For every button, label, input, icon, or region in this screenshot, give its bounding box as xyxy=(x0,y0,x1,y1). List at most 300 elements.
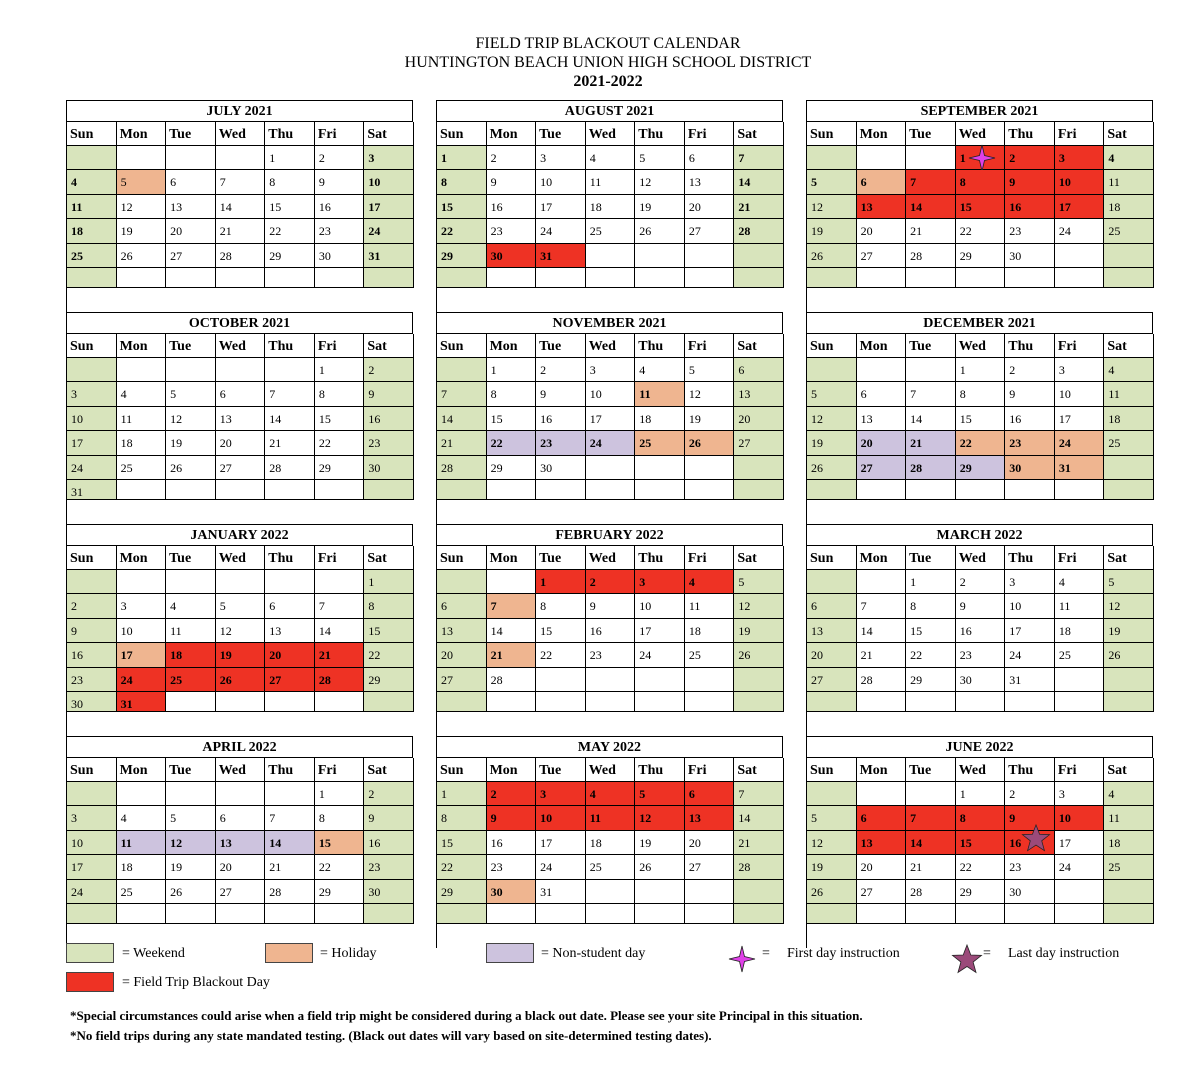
day-cell: 22 xyxy=(956,431,1006,455)
month-6 xyxy=(66,524,413,736)
day-cell: 13 xyxy=(857,195,907,219)
empty-day-cell xyxy=(1055,268,1105,288)
empty-day-cell xyxy=(1055,668,1105,692)
empty-day-cell xyxy=(67,570,117,594)
day-cell: 30 xyxy=(364,456,414,480)
day-cell: 12 xyxy=(166,407,216,431)
weekday-header: Fri xyxy=(315,758,365,782)
month-title: JULY 2021 xyxy=(67,101,413,122)
day-cell: 17 xyxy=(1055,407,1105,431)
day-cell: 2 xyxy=(315,146,365,170)
day-cell: 26 xyxy=(166,456,216,480)
weekday-header: Sun xyxy=(437,758,487,782)
day-cell: 24 xyxy=(117,668,167,692)
day-cell: 3 xyxy=(1055,358,1105,382)
day-cell: 6 xyxy=(685,782,735,806)
day-cell: 22 xyxy=(364,643,414,667)
empty-day-cell xyxy=(1055,244,1105,268)
day-cell: 6 xyxy=(265,594,315,618)
weekday-header: Fri xyxy=(685,334,735,358)
day-cell: 15 xyxy=(437,195,487,219)
empty-day-cell xyxy=(117,146,167,170)
empty-day-cell xyxy=(586,692,636,712)
empty-day-cell xyxy=(807,480,857,500)
empty-day-cell xyxy=(536,692,586,712)
first-day-star-icon xyxy=(728,945,756,973)
day-cell: 18 xyxy=(1104,831,1154,855)
day-cell: 29 xyxy=(265,244,315,268)
day-cell: 29 xyxy=(956,880,1006,904)
day-cell: 10 xyxy=(635,594,685,618)
empty-day-cell xyxy=(67,904,117,924)
empty-day-cell xyxy=(857,480,907,500)
day-cell: 4 xyxy=(586,782,636,806)
day-cell: 30 xyxy=(1005,880,1055,904)
empty-day-cell xyxy=(857,782,907,806)
day-cell: 31 xyxy=(364,244,414,268)
empty-day-cell xyxy=(315,268,365,288)
legend-first-eq: = xyxy=(762,946,770,961)
empty-day-cell xyxy=(536,904,586,924)
day-cell: 7 xyxy=(216,170,266,194)
day-cell: 26 xyxy=(216,668,266,692)
weekday-header: Sun xyxy=(807,546,857,570)
day-cell: 11 xyxy=(1055,594,1105,618)
day-cell: 29 xyxy=(437,880,487,904)
day-cell: 12 xyxy=(807,831,857,855)
empty-day-cell xyxy=(437,268,487,288)
day-cell: 27 xyxy=(857,456,907,480)
day-cell: 26 xyxy=(685,431,735,455)
day-cell: 15 xyxy=(956,195,1006,219)
day-cell: 7 xyxy=(487,594,537,618)
empty-day-cell xyxy=(1104,880,1154,904)
empty-day-cell xyxy=(857,268,907,288)
weekday-header: Sun xyxy=(437,334,487,358)
day-cell: 30 xyxy=(1005,456,1055,480)
empty-day-cell xyxy=(487,904,537,924)
day-cell: 14 xyxy=(265,407,315,431)
day-cell: 6 xyxy=(166,170,216,194)
empty-day-cell xyxy=(364,480,414,500)
day-cell: 23 xyxy=(67,668,117,692)
day-cell: 24 xyxy=(67,880,117,904)
weekday-header: Sun xyxy=(437,546,487,570)
day-cell: 20 xyxy=(437,643,487,667)
weekday-header: Thu xyxy=(635,334,685,358)
day-cell: 4 xyxy=(117,382,167,406)
day-cell: 21 xyxy=(315,643,365,667)
empty-day-cell xyxy=(265,782,315,806)
legend-last-eq: = xyxy=(983,946,991,961)
day-cell: 8 xyxy=(315,806,365,830)
day-cell: 29 xyxy=(315,456,365,480)
day-cell: 17 xyxy=(67,431,117,455)
day-cell: 16 xyxy=(364,407,414,431)
day-cell: 14 xyxy=(857,619,907,643)
day-cell: 5 xyxy=(807,170,857,194)
day-cell: 18 xyxy=(635,407,685,431)
empty-day-cell xyxy=(685,268,735,288)
day-cell: 28 xyxy=(315,668,365,692)
weekday-header: Tue xyxy=(166,122,216,146)
day-cell: 10 xyxy=(364,170,414,194)
day-cell: 18 xyxy=(586,195,636,219)
day-cell: 1 xyxy=(265,146,315,170)
day-cell: 16 xyxy=(487,195,537,219)
day-cell: 7 xyxy=(734,146,784,170)
day-cell: 27 xyxy=(216,880,266,904)
day-cell: 9 xyxy=(487,170,537,194)
empty-day-cell xyxy=(906,904,956,924)
empty-day-cell xyxy=(216,268,266,288)
empty-day-cell xyxy=(807,782,857,806)
empty-day-cell xyxy=(807,692,857,712)
weekday-header: Mon xyxy=(857,334,907,358)
day-cell: 24 xyxy=(1005,643,1055,667)
empty-day-cell xyxy=(166,358,216,382)
weekday-header: Tue xyxy=(536,334,586,358)
day-cell: 30 xyxy=(364,880,414,904)
weekday-header: Tue xyxy=(906,758,956,782)
day-cell: 15 xyxy=(364,619,414,643)
empty-day-cell xyxy=(586,268,636,288)
day-cell: 14 xyxy=(906,407,956,431)
empty-day-cell xyxy=(807,570,857,594)
day-cell: 9 xyxy=(364,382,414,406)
weekday-header: Wed xyxy=(586,546,636,570)
day-cell: 15 xyxy=(956,407,1006,431)
day-cell: 26 xyxy=(166,880,216,904)
weekday-header: Tue xyxy=(906,334,956,358)
month-9 xyxy=(66,736,413,948)
day-cell: 21 xyxy=(734,831,784,855)
empty-day-cell xyxy=(1055,692,1105,712)
empty-day-cell xyxy=(586,244,636,268)
day-cell: 2 xyxy=(364,358,414,382)
day-cell: 13 xyxy=(265,619,315,643)
weekday-header: Thu xyxy=(635,122,685,146)
day-cell: 24 xyxy=(364,219,414,243)
day-cell: 19 xyxy=(807,855,857,879)
empty-day-cell xyxy=(1005,692,1055,712)
month-title: DECEMBER 2021 xyxy=(807,313,1153,334)
day-cell: 7 xyxy=(906,806,956,830)
day-cell: 8 xyxy=(536,594,586,618)
month-title: NOVEMBER 2021 xyxy=(437,313,783,334)
day-cell: 18 xyxy=(117,855,167,879)
day-cell: 15 xyxy=(437,831,487,855)
day-cell: 8 xyxy=(265,170,315,194)
day-cell: 1 xyxy=(956,146,1006,170)
empty-day-cell xyxy=(857,692,907,712)
day-cell: 30 xyxy=(1005,244,1055,268)
day-cell: 9 xyxy=(67,619,117,643)
day-cell: 27 xyxy=(685,855,735,879)
day-cell: 24 xyxy=(1055,855,1105,879)
day-cell: 6 xyxy=(857,170,907,194)
empty-day-cell xyxy=(536,668,586,692)
empty-day-cell xyxy=(1055,880,1105,904)
day-cell: 14 xyxy=(734,170,784,194)
empty-day-cell xyxy=(1104,668,1154,692)
empty-day-cell xyxy=(1104,904,1154,924)
day-cell: 31 xyxy=(536,880,586,904)
month-1 xyxy=(436,100,783,312)
day-cell: 21 xyxy=(265,855,315,879)
day-cell: 31 xyxy=(1005,668,1055,692)
day-cell: 1 xyxy=(906,570,956,594)
day-cell: 20 xyxy=(807,643,857,667)
day-cell: 4 xyxy=(685,570,735,594)
day-cell: 9 xyxy=(586,594,636,618)
day-cell: 14 xyxy=(487,619,537,643)
day-cell: 16 xyxy=(1005,195,1055,219)
weekday-header: Wed xyxy=(586,758,636,782)
calendar-header xyxy=(0,34,1200,91)
empty-day-cell xyxy=(685,244,735,268)
day-cell: 8 xyxy=(437,170,487,194)
empty-day-cell xyxy=(364,904,414,924)
day-cell: 21 xyxy=(437,431,487,455)
day-cell: 2 xyxy=(586,570,636,594)
day-cell: 20 xyxy=(265,643,315,667)
day-cell: 24 xyxy=(586,431,636,455)
day-cell: 29 xyxy=(956,244,1006,268)
day-cell: 19 xyxy=(635,195,685,219)
day-cell: 27 xyxy=(685,219,735,243)
day-cell: 9 xyxy=(364,806,414,830)
empty-day-cell xyxy=(807,358,857,382)
day-cell: 19 xyxy=(807,219,857,243)
day-cell: 21 xyxy=(857,643,907,667)
day-cell: 18 xyxy=(67,219,117,243)
day-cell: 9 xyxy=(956,594,1006,618)
day-cell: 15 xyxy=(265,195,315,219)
empty-day-cell xyxy=(1104,244,1154,268)
empty-day-cell xyxy=(956,480,1006,500)
day-cell: 16 xyxy=(1005,831,1055,855)
day-cell: 17 xyxy=(1055,831,1105,855)
month-11 xyxy=(806,736,1153,948)
day-cell: 25 xyxy=(117,880,167,904)
day-cell: 17 xyxy=(1055,195,1105,219)
empty-day-cell xyxy=(216,570,266,594)
month-day-grid xyxy=(437,122,783,288)
weekday-header: Sun xyxy=(437,122,487,146)
day-cell: 13 xyxy=(216,407,266,431)
day-cell: 31 xyxy=(1055,456,1105,480)
empty-day-cell xyxy=(117,480,167,500)
day-cell: 14 xyxy=(315,619,365,643)
day-cell: 11 xyxy=(117,831,167,855)
day-cell: 21 xyxy=(906,219,956,243)
day-cell: 27 xyxy=(265,668,315,692)
empty-day-cell xyxy=(265,904,315,924)
weekday-header: Sat xyxy=(364,122,414,146)
day-cell: 16 xyxy=(67,643,117,667)
empty-day-cell xyxy=(586,456,636,480)
empty-day-cell xyxy=(586,668,636,692)
empty-day-cell xyxy=(685,880,735,904)
empty-day-cell xyxy=(635,480,685,500)
empty-day-cell xyxy=(166,904,216,924)
day-cell: 1 xyxy=(536,570,586,594)
empty-day-cell xyxy=(1104,692,1154,712)
day-cell: 6 xyxy=(216,806,266,830)
empty-day-cell xyxy=(1005,480,1055,500)
day-cell: 4 xyxy=(117,806,167,830)
day-cell: 3 xyxy=(635,570,685,594)
day-cell: 23 xyxy=(1005,431,1055,455)
empty-day-cell xyxy=(265,692,315,712)
weekday-header: Sun xyxy=(67,758,117,782)
day-cell: 15 xyxy=(487,407,537,431)
day-cell: 2 xyxy=(1005,782,1055,806)
weekday-header: Wed xyxy=(956,758,1006,782)
day-cell: 10 xyxy=(536,170,586,194)
day-cell: 27 xyxy=(166,244,216,268)
day-cell: 5 xyxy=(635,782,685,806)
day-cell: 8 xyxy=(906,594,956,618)
day-cell: 12 xyxy=(117,195,167,219)
weekday-header: Sat xyxy=(1104,758,1154,782)
empty-day-cell xyxy=(1104,480,1154,500)
legend-holiday-label: = Holiday xyxy=(320,946,377,961)
day-cell: 25 xyxy=(166,668,216,692)
day-cell: 11 xyxy=(586,170,636,194)
day-cell: 23 xyxy=(364,431,414,455)
day-cell: 19 xyxy=(685,407,735,431)
empty-day-cell xyxy=(734,880,784,904)
month-day-grid xyxy=(807,122,1153,288)
day-cell: 9 xyxy=(1005,806,1055,830)
day-cell: 8 xyxy=(487,382,537,406)
day-cell: 18 xyxy=(166,643,216,667)
first-day-star-icon xyxy=(968,144,996,172)
day-cell: 5 xyxy=(685,358,735,382)
day-cell: 12 xyxy=(807,195,857,219)
empty-day-cell xyxy=(734,668,784,692)
day-cell: 20 xyxy=(166,219,216,243)
day-cell: 7 xyxy=(265,806,315,830)
day-cell: 21 xyxy=(216,219,266,243)
day-cell: 28 xyxy=(906,880,956,904)
day-cell: 20 xyxy=(685,831,735,855)
day-cell: 25 xyxy=(1104,855,1154,879)
day-cell: 6 xyxy=(857,382,907,406)
day-cell: 10 xyxy=(67,831,117,855)
day-cell: 24 xyxy=(536,219,586,243)
day-cell: 5 xyxy=(807,382,857,406)
day-cell: 3 xyxy=(67,382,117,406)
weekday-header: Fri xyxy=(315,122,365,146)
weekday-header: Thu xyxy=(1005,334,1055,358)
day-cell: 4 xyxy=(586,146,636,170)
day-cell: 16 xyxy=(364,831,414,855)
empty-day-cell xyxy=(857,358,907,382)
day-cell: 27 xyxy=(734,431,784,455)
weekday-header: Sun xyxy=(807,758,857,782)
weekday-header: Mon xyxy=(857,122,907,146)
day-cell: 19 xyxy=(166,855,216,879)
day-cell: 23 xyxy=(364,855,414,879)
day-cell: 19 xyxy=(807,431,857,455)
day-cell: 7 xyxy=(906,382,956,406)
weekday-header: Mon xyxy=(487,122,537,146)
day-cell: 14 xyxy=(906,831,956,855)
weekday-header: Sat xyxy=(734,546,784,570)
day-cell: 11 xyxy=(635,382,685,406)
day-cell: 13 xyxy=(734,382,784,406)
day-cell: 6 xyxy=(216,382,266,406)
last-day-star-icon xyxy=(1021,823,1051,853)
day-cell: 11 xyxy=(685,594,735,618)
day-cell: 30 xyxy=(487,880,537,904)
month-5 xyxy=(806,312,1153,524)
weekday-header: Fri xyxy=(1055,546,1105,570)
empty-day-cell xyxy=(906,480,956,500)
day-cell: 19 xyxy=(166,431,216,455)
weekday-header: Fri xyxy=(315,334,365,358)
empty-day-cell xyxy=(807,146,857,170)
day-cell: 10 xyxy=(1055,382,1105,406)
day-cell: 28 xyxy=(265,880,315,904)
day-cell: 5 xyxy=(166,382,216,406)
month-day-grid xyxy=(67,122,413,288)
day-cell: 1 xyxy=(364,570,414,594)
day-cell: 28 xyxy=(265,456,315,480)
empty-day-cell xyxy=(216,782,266,806)
weekday-header: Sat xyxy=(734,758,784,782)
empty-day-cell xyxy=(1055,480,1105,500)
day-cell: 24 xyxy=(1055,219,1105,243)
weekday-header: Fri xyxy=(685,758,735,782)
day-cell: 22 xyxy=(487,431,537,455)
day-cell: 30 xyxy=(67,692,117,712)
day-cell: 14 xyxy=(906,195,956,219)
empty-day-cell xyxy=(216,692,266,712)
day-cell: 12 xyxy=(166,831,216,855)
weekday-header: Wed xyxy=(216,122,266,146)
empty-day-cell xyxy=(685,692,735,712)
day-cell: 21 xyxy=(265,431,315,455)
weekday-header: Wed xyxy=(586,334,636,358)
empty-day-cell xyxy=(734,904,784,924)
empty-day-cell xyxy=(487,570,537,594)
day-cell: 4 xyxy=(1104,782,1154,806)
empty-day-cell xyxy=(857,904,907,924)
day-cell: 30 xyxy=(956,668,1006,692)
month-3 xyxy=(66,312,413,524)
empty-day-cell xyxy=(487,268,537,288)
weekday-header: Mon xyxy=(487,334,537,358)
day-cell: 29 xyxy=(906,668,956,692)
day-cell: 27 xyxy=(857,244,907,268)
day-cell: 10 xyxy=(586,382,636,406)
empty-day-cell xyxy=(956,692,1006,712)
empty-day-cell xyxy=(734,268,784,288)
day-cell: 3 xyxy=(1055,782,1105,806)
weekday-header: Mon xyxy=(117,334,167,358)
day-cell: 3 xyxy=(536,146,586,170)
weekday-header: Mon xyxy=(487,546,537,570)
weekday-header: Wed xyxy=(956,122,1006,146)
month-4 xyxy=(436,312,783,524)
day-cell: 13 xyxy=(857,831,907,855)
empty-day-cell xyxy=(734,244,784,268)
empty-day-cell xyxy=(1005,268,1055,288)
